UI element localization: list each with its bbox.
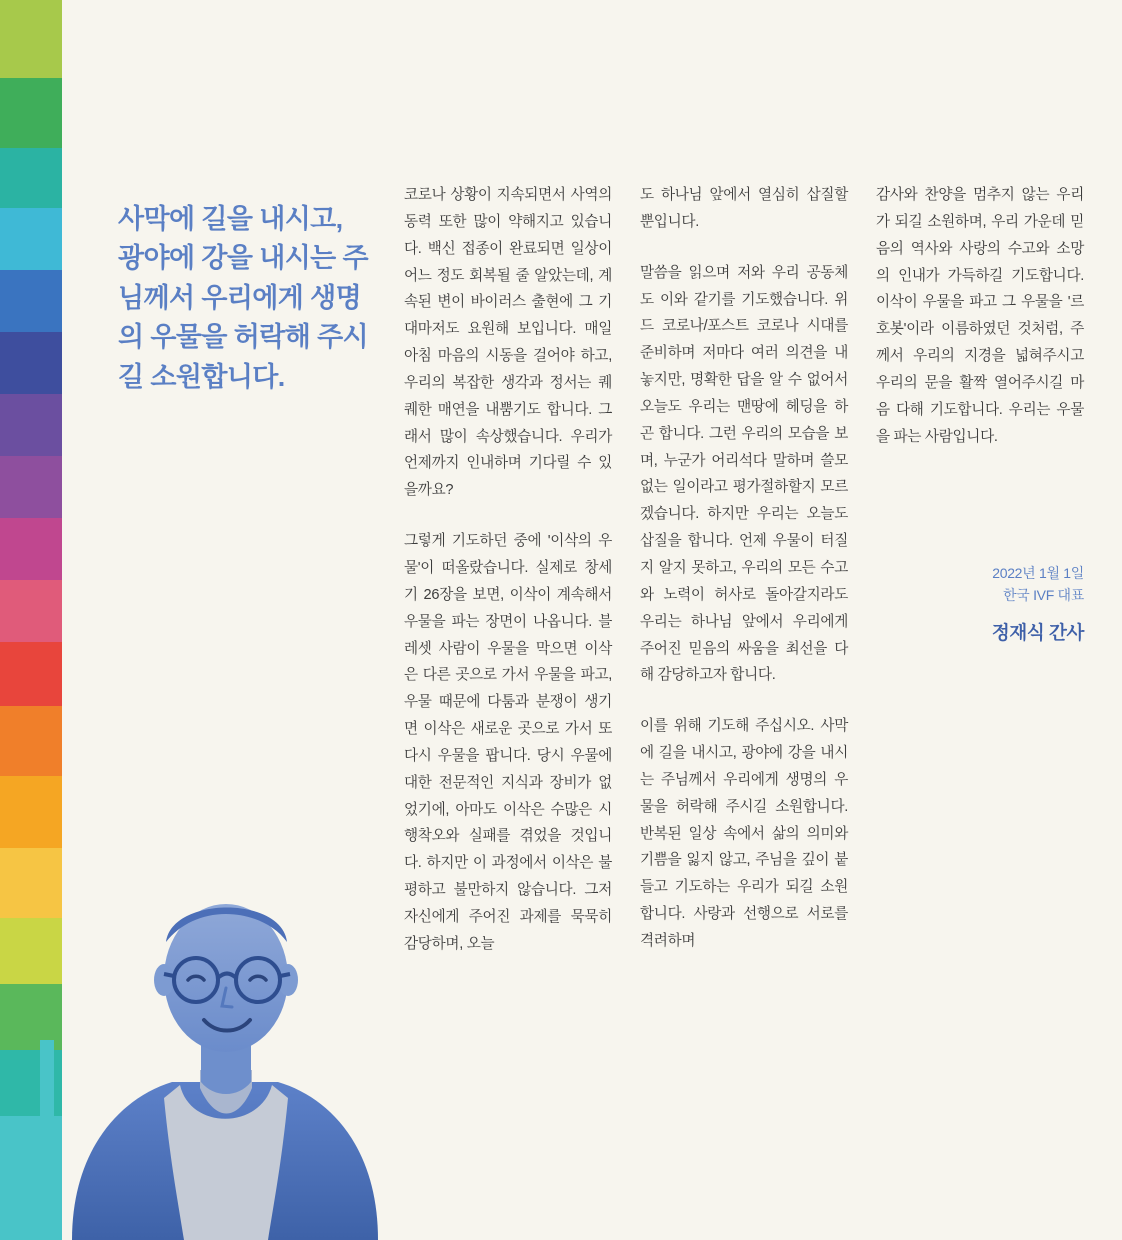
stripe-gold	[0, 848, 62, 918]
paragraph: 코로나 상황이 지속되면서 사역의 동력 또한 많이 약해지고 있습니다. 백신 접종이 완료되면 일상이 어느 정도 회복될 줄 알았는데, 계속된 변이 바이러스 출현에 그 기대마저도 요원해 보입니다. 매일 아침 마음의 시동을 걸어야 하고, 우리의 복잡한 생각과 정서는 퀘퀘한 매연을 내뿜기도 합니다. 그래서 많이 속상했습니다. 우리가 언제까지 인내하며 기다릴 수 있을까요?	[404, 187, 612, 499]
signature-date: 2022년 1월 1일	[992, 565, 1084, 581]
stripe-magenta	[0, 518, 62, 580]
signature-organization: 한국 IVF 대표	[1003, 586, 1084, 603]
stripe-yellow-green	[0, 0, 62, 78]
paragraph: 이를 위해 기도해 주십시오. 사막에 길을 내시고, 광야에 강을 내시는 주님께서 우리에게 생명의 우물을 허락해 주시길 소원합니다. 반복된 일상 속에서 삶의 의미와 기쁨을 잃지 않고, 주님을 깊이 붙들고 기도하는 우리가 되길 소원합니다. 사랑과 선행으로 서로를 격려하며	[640, 718, 848, 949]
stripe-indigo	[0, 332, 62, 394]
stripe-violet	[0, 394, 62, 456]
stripe-lime	[0, 918, 62, 984]
text-column-1	[404, 182, 612, 982]
stripe-teal	[0, 148, 62, 208]
stripe-blue	[0, 270, 62, 332]
portrait-photo	[60, 830, 390, 1240]
stripe-orange	[0, 706, 62, 776]
stripe-red	[0, 642, 62, 706]
paragraph: 말씀을 읽으며 저와 우리 공동체도 이와 같기를 기도했습니다. 위드 코로나/포스트 코로나 시대를 준비하며 저마다 여러 의견을 내놓지만, 명확한 답을 알 수 없어서 오늘도 우리는 맨땅에 헤딩을 하곤 합니다. 그런 우리의 모습을 보며, 누군가 어리석다 말하며 쓸모없는 일이라고 평가절하할지 모르겠습니다. 하지만 우리는 오늘도 삽질을 합니다. 언제 우물이 터질지 알지 못하고, 우리의 모든 수고와 노력이 허사로 돌아갈지라도 우리는 하나님 앞에서 우리에게 주어진 믿음의 싸움을 최선을 다해 감당하고자 합니다.	[640, 264, 848, 684]
text-column-3	[876, 182, 1084, 474]
stripe-purple	[0, 456, 62, 518]
text-column-2	[640, 182, 848, 979]
paragraph: 도 하나님 앞에서 열심히 삽질할 뿐입니다.	[640, 187, 848, 230]
stripe-green	[0, 78, 62, 148]
page-headline: 사막에 길을 내시고, 광야에 강을 내시는 주님께서 우리에게 생명의 우물을 허락해 주시길 소원합니다.	[118, 204, 369, 392]
portrait-illustration	[60, 830, 390, 1240]
stripe-cyan	[0, 208, 62, 270]
accent-bar-teal	[40, 1040, 54, 1240]
signature-name: 정재식 간사	[991, 622, 1084, 644]
paragraph: 감사와 찬양을 멈추지 않는 우리가 되길 소원하며, 우리 가운데 믿음의 역사와 사랑의 수고와 소망의 인내가 가득하길 기도합니다. 이삭이 우물을 파고 그 우물을 '르호봇'이라 이름하였던 것처럼, 주께서 우리의 지경을 넓혀주시고 우리의 문을 활짝 열어주시길 마음 다해 기도합니다. 우리는 우물을 파는 사람입니다.	[876, 187, 1084, 445]
stripe-amber	[0, 776, 62, 848]
signature-block	[876, 563, 1084, 645]
stripe-pink	[0, 580, 62, 642]
paragraph: 그렇게 기도하던 중에 '이삭의 우물'이 떠올랐습니다. 실제로 창세기 26장을 보면, 이삭이 계속해서 우물을 파는 장면이 나옵니다. 블레셋 사람이 우물을 막으면 이삭은 다른 곳으로 가서 우물을 파고, 우물 때문에 다툼과 분쟁이 생기면 이삭은 새로운 곳으로 가서 또 다시 우물을 팝니다. 당시 우물에 대한 전문적인 지식과 장비가 없었기에, 아마도 이삭은 수많은 시행착오와 실패를 겪었을 것입니다. 하지만 이 과정에서 이삭은 불평하고 불만하지 않습니다. 그저 자신에게 주어진 과제를 묵묵히 감당하며, 오늘	[404, 533, 612, 952]
